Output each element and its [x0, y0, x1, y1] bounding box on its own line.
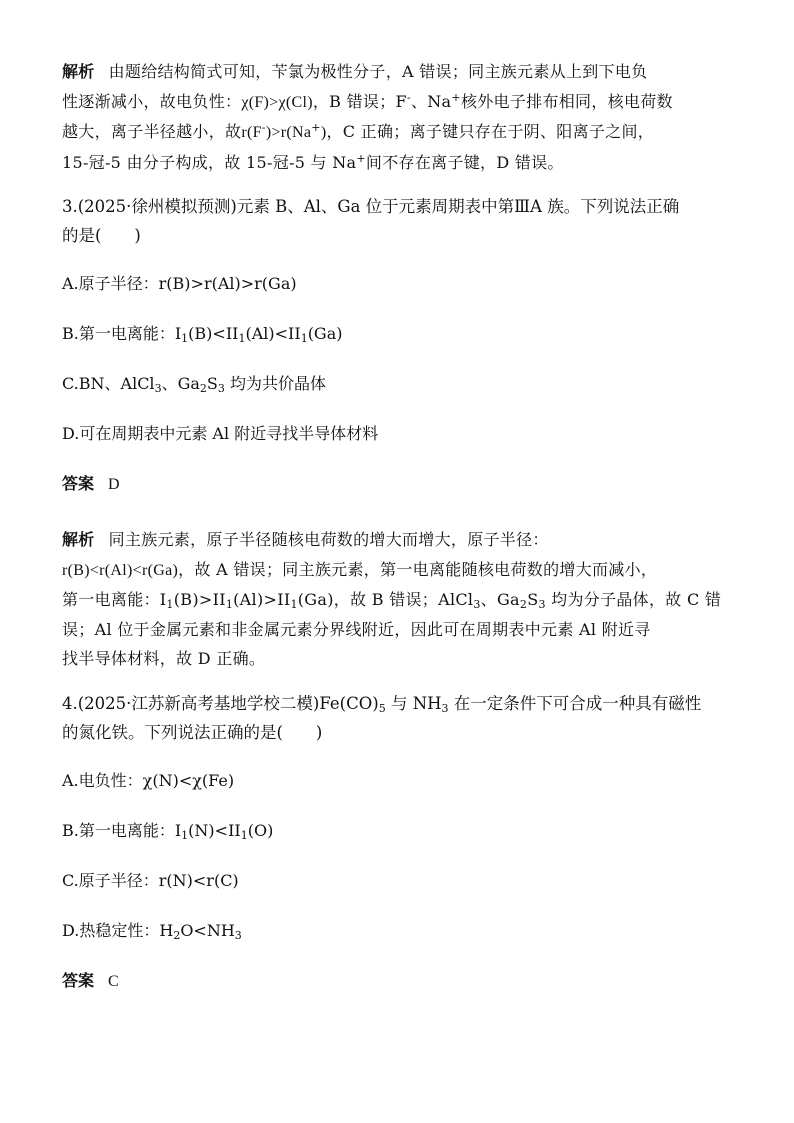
option-b: B.第一电离能：$I_1(B)<II_1(Al)<II_1(Ga)$ [62, 324, 343, 345]
analysis-text: 15-冠-5 由分子构成，故 15-冠-5 与 Na [62, 152, 357, 172]
analysis-label: 解析 [62, 530, 95, 549]
superscript: + [311, 121, 321, 134]
formula: ) [320, 124, 327, 141]
option-a: A.电负性：χ(N)<χ(Fe) [62, 770, 235, 790]
superscript: + [451, 90, 461, 104]
analysis-text: ，故 A 错误；同主族元素，第一电离能随核电荷数的增大而减小， [178, 559, 658, 579]
analysis-text: 核外电子排布相同，核电荷数 [460, 91, 673, 111]
analysis-text: 、Na [410, 91, 452, 111]
question-stem-line: 的氮化铁。下列说法正确的是( ) [62, 722, 323, 742]
analysis-text: 间不存在离子键，D 错误。 [365, 152, 564, 172]
analysis-text: 由题给结构简式可知，苄氯为极性分子，A 错误；同主族元素从上到下电负 [108, 62, 648, 81]
analysis-text: 第一电离能：I [62, 590, 167, 609]
superscript: + [356, 151, 366, 165]
option-b: B.第一电离能：$I_1(N)<II_1(O)$ [62, 820, 274, 842]
question-stem-line: 3.(2025·徐州模拟预测)元素 B、Al、Ga 位于元素周期表中第ⅢA 族。下列说法正确 [62, 197, 680, 216]
analysis-text: 误；Al 位于金属元素和非金属元素分界线附近，因此可在周期表中元素 Al 附近寻 [62, 619, 651, 639]
question-4 [62, 689, 738, 994]
analysis-text: 找半导体材料，故 D 正确。 [62, 649, 266, 668]
question-stem-line: 的是( ) [62, 226, 141, 245]
answer-value: D [108, 476, 120, 493]
option-a: A.原子半径：r(B)>r(Al)>r(Ga) [62, 274, 297, 293]
answer-label: 答案 [62, 474, 95, 493]
analysis-block-q2 [62, 57, 738, 177]
option-d: D.可在周期表中元素 Al 附近寻找半导体材料 [62, 424, 379, 443]
formula: r(F [241, 124, 262, 141]
superscript: - [261, 121, 266, 134]
analysis-block-q3: 解析 同主族元素，原子半径随核电荷数的增大而增大，原子半径： r(B)<r(Al)<r(Ga)，故 A 错误；同主族元素，第一电离能随核电荷数的增大而减小， 第一电离能：$I_1(B)>II_1(Al)>II_1(Ga)$，故 B 错误；AlCl$_3$、$Ga_2S_3$ 均为分子晶体，故 C 错 误；Al 位于金属元素和非金属元素分界线附近，因此可在周期表中元素 Al 附近寻 找半导体材料，故 D 正确。 [62, 525, 738, 674]
option-d: D.热稳定性：$H_2O<NH_3$ [62, 920, 242, 942]
analysis-text: 越大，离子半径越小，故 [62, 122, 242, 141]
formula: )>r(Na [265, 124, 312, 141]
superscript: - [406, 90, 411, 104]
analysis-label: 解析 [62, 62, 95, 81]
answer-row [62, 969, 738, 994]
option-c: C.BN、AlCl$_3$、$Ga_2S_3$ 均为共价晶体 [62, 374, 326, 395]
formula: r(B)<r(Al)<r(Ga) [62, 561, 179, 579]
answer-row [62, 472, 738, 497]
answer-value: C [108, 972, 119, 990]
option-c: C.原子半径：r(N)<r(C) [62, 870, 239, 890]
question-3 [62, 192, 738, 497]
formula: χ(F)>χ(Cl) [241, 93, 313, 111]
analysis-text: 同主族元素，原子半径随核电荷数的增大而增大，原子半径： [108, 530, 549, 549]
analysis-text: ，B 错误；F [312, 91, 407, 111]
analysis-text: 性逐渐减小，故电负性： [62, 91, 242, 111]
question-stem-line: 4.(2025·江苏新高考基地学校二模)$Fe(CO)_5$ 与 $NH_3$ 在一定条件下可合成一种具有磁性 [62, 693, 702, 715]
document-page [62, 57, 738, 1022]
analysis-text: ，C 正确；离子键只存在于阴、阳离子之间， [326, 122, 655, 141]
answer-label: 答案 [62, 970, 95, 990]
